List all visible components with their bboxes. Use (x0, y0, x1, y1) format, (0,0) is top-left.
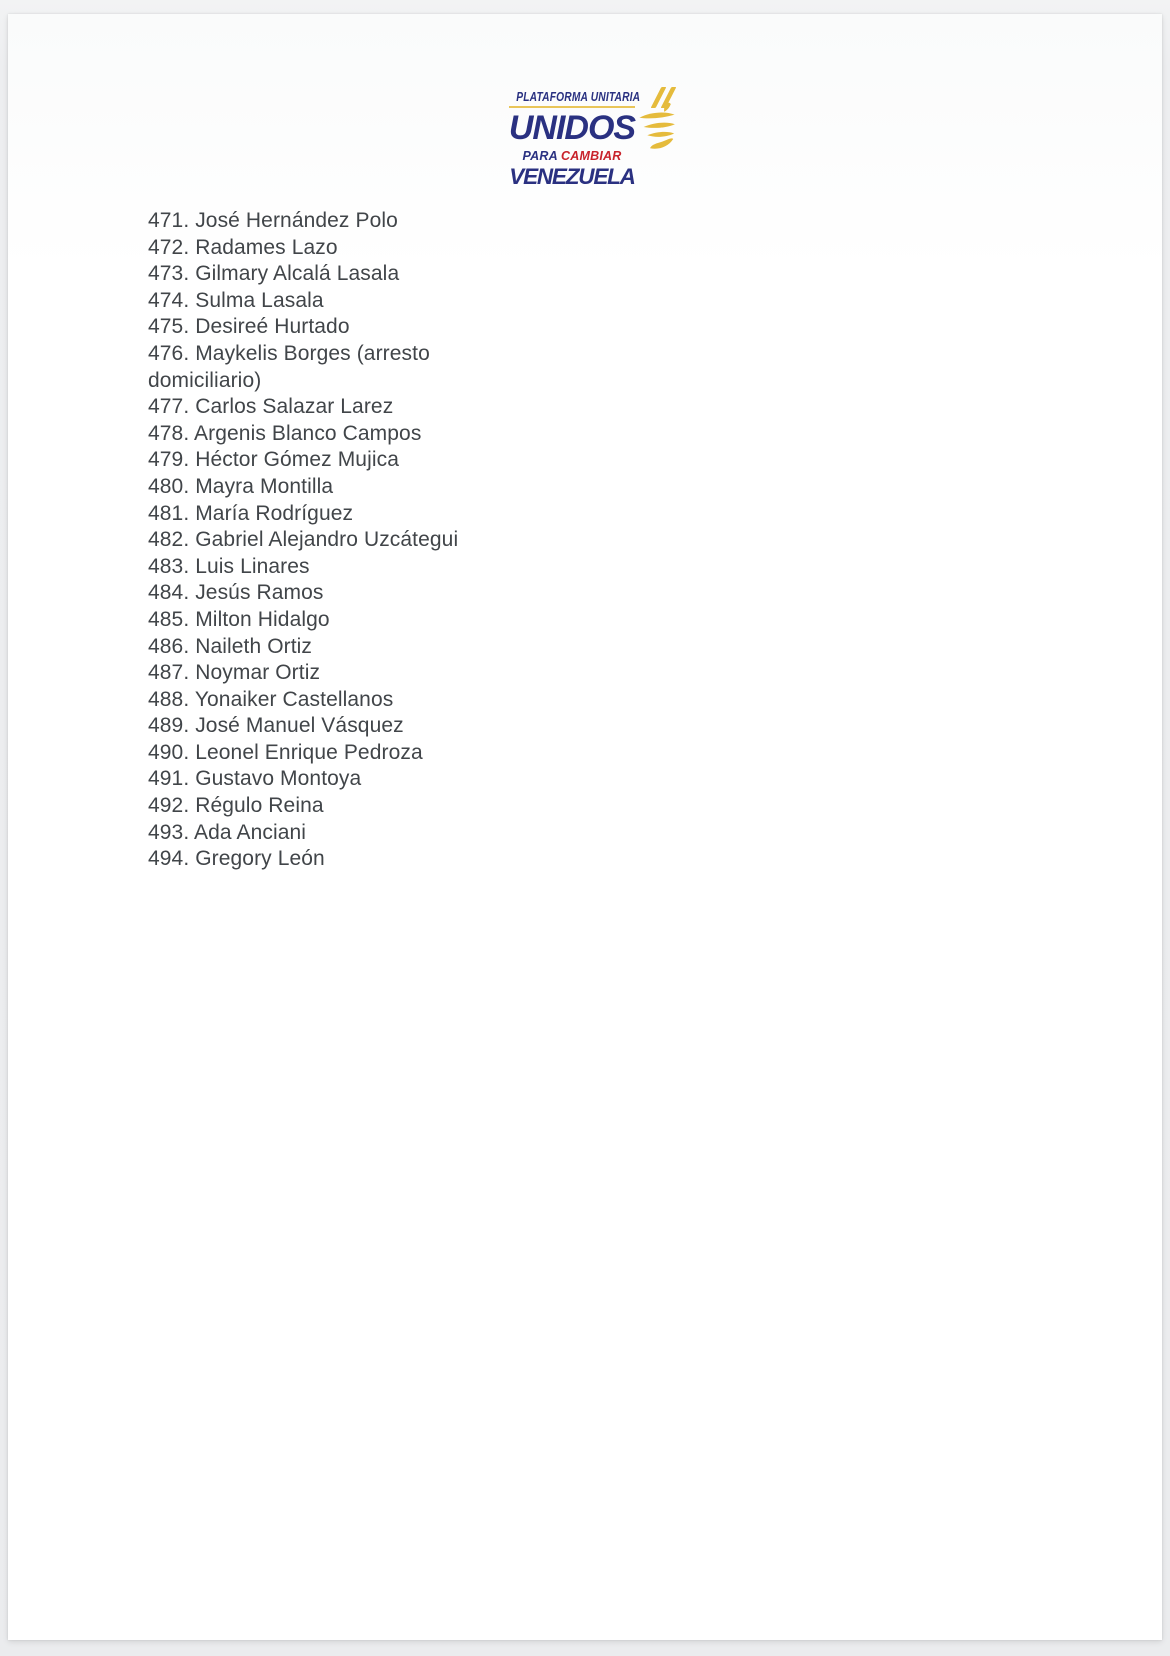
list-item: 494. Gregory León (148, 847, 325, 871)
plataforma-unitaria-logo (504, 91, 640, 189)
list-item: 483. Luis Linares (148, 554, 310, 578)
list-item: 479. Héctor Gómez Mujica (148, 448, 399, 472)
list-item: 490. Leonel Enrique Pedroza (148, 740, 423, 764)
list-item: 491. Gustavo Montoya (148, 767, 362, 791)
document-page (8, 14, 1162, 1640)
list-item: 471. José Hernández Polo (148, 209, 398, 232)
list-item: 472. Radames Lazo (148, 235, 338, 259)
list-item: 480. Mayra Montilla (148, 474, 334, 498)
logo-cambiar-text: CAMBIAR (561, 148, 622, 163)
list-item: 492. Régulo Reina (148, 794, 324, 818)
logo-para-text: PARA (522, 148, 558, 163)
logo-unidos-text: UNIDOS (508, 108, 636, 147)
list-item: 482. Gabriel Alejandro Uzcátegui (148, 528, 459, 552)
hand-swoosh-icon (639, 102, 676, 151)
list-item: 474. Sulma Lasala (148, 288, 324, 312)
logo-underline (509, 106, 635, 108)
list-item: 484. Jesús Ramos (148, 581, 324, 605)
logo-para-cambiar-line (504, 150, 640, 163)
logo-venezuela-text: VENEZUELA (509, 164, 635, 189)
list-item: 478. Argenis Blanco Campos (148, 421, 422, 445)
list-item: 488. Yonaiker Castellanos (148, 687, 394, 711)
list-item: 476. Maykelis Borges (arresto domiciliario) (148, 341, 430, 392)
list-item: 487. Noymar Ortiz (148, 661, 321, 685)
list-item: 473. Gilmary Alcalá Lasala (148, 262, 400, 286)
list-item: 485. Milton Hidalgo (148, 607, 330, 631)
list-item: 475. Desireé Hurtado (148, 315, 350, 339)
logo-plataforma-unitaria-text: PLATAFORMA UNITARIA (516, 90, 641, 104)
list-item: 477. Carlos Salazar Larez (148, 395, 394, 419)
list-item: 489. José Manuel Vásquez (148, 714, 404, 738)
list-item: 481. María Rodríguez (148, 501, 354, 525)
list-item: 486. Naileth Ortiz (148, 634, 313, 658)
numbered-name-list (148, 208, 520, 873)
list-item: 493. Ada Anciani (148, 820, 307, 844)
